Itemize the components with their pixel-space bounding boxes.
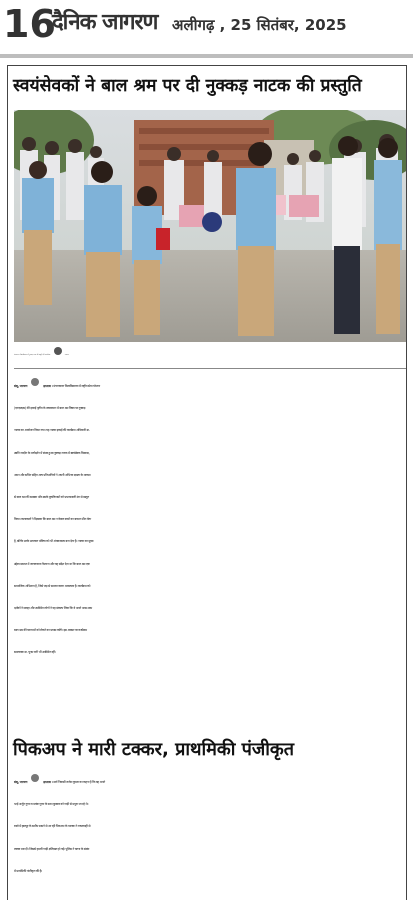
- story2-place: इगलास :: [43, 780, 53, 784]
- photo-caption: [14, 346, 408, 366]
- story1-place: इगलास :: [43, 384, 53, 388]
- story2-headline: पिकअप ने मारी टक्कर, प्राथमिकी पंजीकृत: [13, 739, 295, 760]
- caption-text: मंगलायतन विश्वविद्यालय में नुक्कड़ नाटक की प्रस्तुति देते स्वयंसेवक: [14, 355, 51, 356]
- story1-line: उन्नति जादौन के मार्गदर्शन में संपन्न हुआ।नुक्कड़ नाटक में स्वयंसेवक विश्वास,: [14, 450, 90, 455]
- story1-line: दर्शकों ने सराहा और उपस्थित लोगों ने यह संकल्प लिया कि वे अपने आस-पास: [14, 606, 92, 611]
- story1-line: बाल श्रम की घटनाओं को रोकने का प्रयास करेंगे। इस अवसर पर कार्यक्रम: [14, 628, 87, 633]
- story2-line: टक्कर मार दी। जिससे हमारी गाड़ी क्षतिग्रस्त हो गई। पुलिस ने घटना के संबंध: [14, 846, 90, 851]
- story1-line: किया। कलाकारों ने दिखाया कि बाल श्रम न केवल बच्चों का बचपन छीन लेता: [14, 517, 91, 522]
- bullet-icon: [54, 347, 62, 355]
- story2-line: रास्ते में हस्तपुर के समीप सामने से आ रही पिकअप के चालक ने लापरवाही से: [14, 824, 91, 829]
- story1-body: [14, 375, 408, 664]
- dateline: अलीगढ़ , 25 सितंबर, 2025: [172, 16, 347, 34]
- story2-line: में प्राथमिकी पंजीकृत की है।: [14, 868, 43, 873]
- story2-line: भाई अर्जुन गुप्ता व मयंक गुप्ता के साथ बुधवार को गाड़ी से मथुरा जा रहे थे।: [14, 802, 89, 807]
- story2-body: [14, 771, 408, 882]
- story2-byline: संसू, जागरण: [14, 780, 28, 784]
- story1-line: अमन और सचिन सहित अन्य प्रतिभागियों ने अपनी अभिनय क्षमता के माध्यम: [14, 472, 91, 477]
- masthead-rule: [0, 54, 413, 58]
- story1-line: है, बल्कि उनके उज्ज्वल भविष्य को भी अंधकारमय बना देता है। नाटक का मुख्य: [14, 539, 94, 544]
- story1-line: (एनएसएस) की इकाई तृतीय के तत्वावधान में बाल श्रम विषय पर नुक्कड़: [14, 406, 86, 411]
- news-photo: [14, 110, 406, 342]
- story1-line: सामाजिक अभिशाप है, जिसे जड़ से समाप्त करना आवश्यक है। कार्यक्रम को: [14, 583, 91, 588]
- masthead: [0, 0, 413, 58]
- story1-line: उद्देश्य समाज में जागरूकता फैलाना और यह संदेश देना था कि बाल श्रम एक: [14, 561, 90, 566]
- story1-headline: स्वयंसेवकों ने बाल श्रम पर दी नुक्कड़ नाटक की प्रस्तुति: [13, 76, 362, 96]
- story1-line: से बाल श्रम की समस्या और उसके दुष्परिणामों को प्रभावशाली ढंग से प्रस्तुत: [14, 495, 89, 500]
- page-number: 16: [3, 2, 56, 46]
- story2-line: संसू, जागरण इगलास : छर्रा निवासी राजेश कुमार का कहना है कि वह अपने: [14, 771, 408, 793]
- bullet-icon: [31, 378, 39, 386]
- caption-credit: जागरण: [64, 355, 69, 356]
- story1-line: नाटक का आयोजन किया गया। यह नाटक इकाई की कार्यक्रम अधिकारी डा.: [14, 428, 90, 433]
- caption-divider: [14, 368, 406, 369]
- bullet-icon: [31, 774, 39, 782]
- story1-line: संसू, जागरण इगलास : मंगलायतन विश्वविद्यालय में राष्ट्रीय सेवा योजना: [14, 375, 408, 397]
- story1-byline: संसू, जागरण: [14, 384, 28, 388]
- page-bottom: [0, 900, 413, 909]
- story1-line: समन्वयक डा. पूनम रानी भी उपस्थित रहीं।: [14, 650, 56, 655]
- newspaper-logo: दैनिक जागरण: [52, 10, 158, 35]
